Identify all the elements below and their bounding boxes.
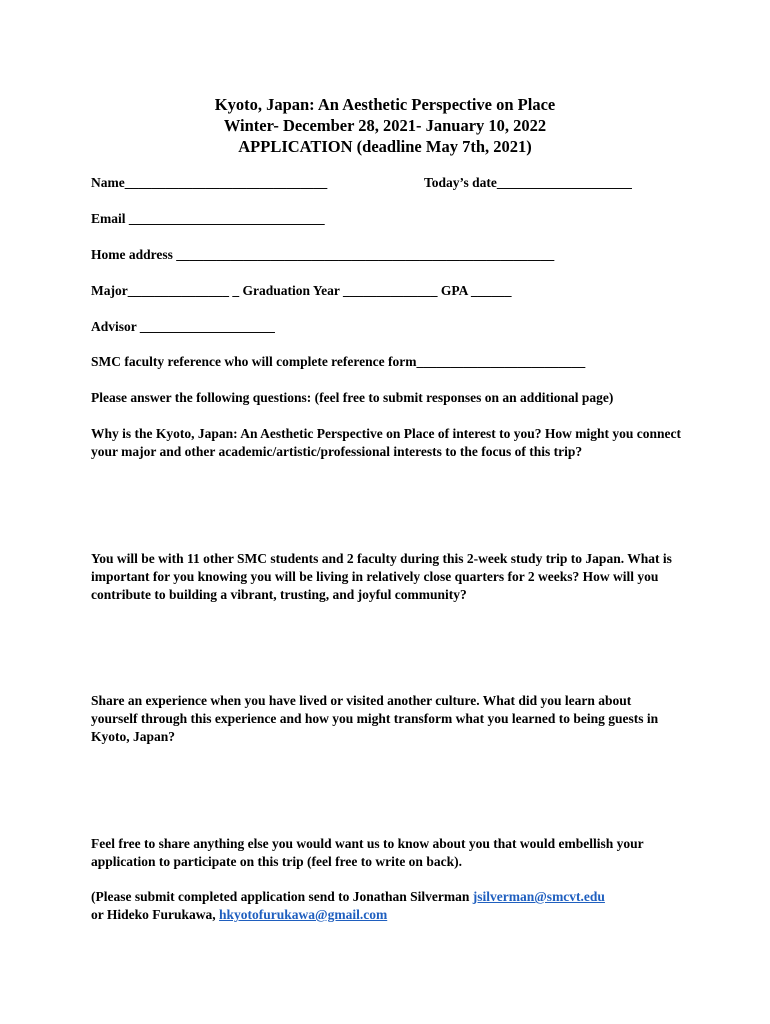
instructions-text: Please answer the following questions: (feel free to submit responses on an additional page) — [91, 390, 614, 405]
question-4: Feel free to share anything else you would want us to know about you that would embellish your application to participate on this trip (feel free to write on back). — [91, 836, 644, 869]
question-3: Share an experience when you have lived or visited another culture. What did you learn about yourself through this experience and how you might transform what you learned to being guests in Kyoto, Japan? — [91, 693, 659, 744]
home-address-field[interactable]: Home address ________________________________________________________ — [91, 247, 555, 262]
submission-note — [91, 888, 711, 924]
smc-reference-field[interactable]: SMC faculty reference who will complete reference form_________________________ — [91, 354, 586, 369]
title-line-1: Kyoto, Japan: An Aesthetic Perspective on Place — [214, 95, 556, 114]
email-link-furukawa[interactable]: hkyotofurukawa@gmail.com — [219, 907, 388, 922]
title-line-3: APPLICATION (deadline May 7th, 2021) — [238, 137, 532, 156]
advisor-field[interactable]: Advisor ____________________ — [91, 319, 275, 334]
submission-middle: or Hideko Furukawa, — [91, 907, 220, 922]
email-field[interactable]: Email _____________________________ — [91, 211, 325, 226]
question-2: You will be with 11 other SMC students and 2 faculty during this 2-week study trip to Japan. What is important for you knowing you will be living in relatively close quarters for 2 weeks? How will you contribute to building a vibrant, trusting, and joyful community? — [91, 551, 672, 602]
title-line-2: Winter- December 28, 2021- January 10, 2022 — [223, 116, 547, 135]
document-title — [0, 94, 770, 157]
email-link-silverman[interactable]: jsilverman@smcvt.edu — [472, 889, 605, 904]
question-1: Why is the Kyoto, Japan: An Aesthetic Perspective on Place of interest to you? How might you connect your major and other academic/artistic/professional interests to the focus of this trip? — [91, 426, 681, 459]
todays-date-field[interactable]: Today’s date____________________ — [424, 175, 632, 190]
major-graduation-gpa-fields[interactable]: Major_______________ _ Graduation Year ______________ GPA ______ — [91, 283, 512, 298]
submission-prefix: (Please submit completed application send to Jonathan Silverman — [91, 889, 473, 904]
name-field[interactable]: Name______________________________ — [91, 175, 328, 190]
